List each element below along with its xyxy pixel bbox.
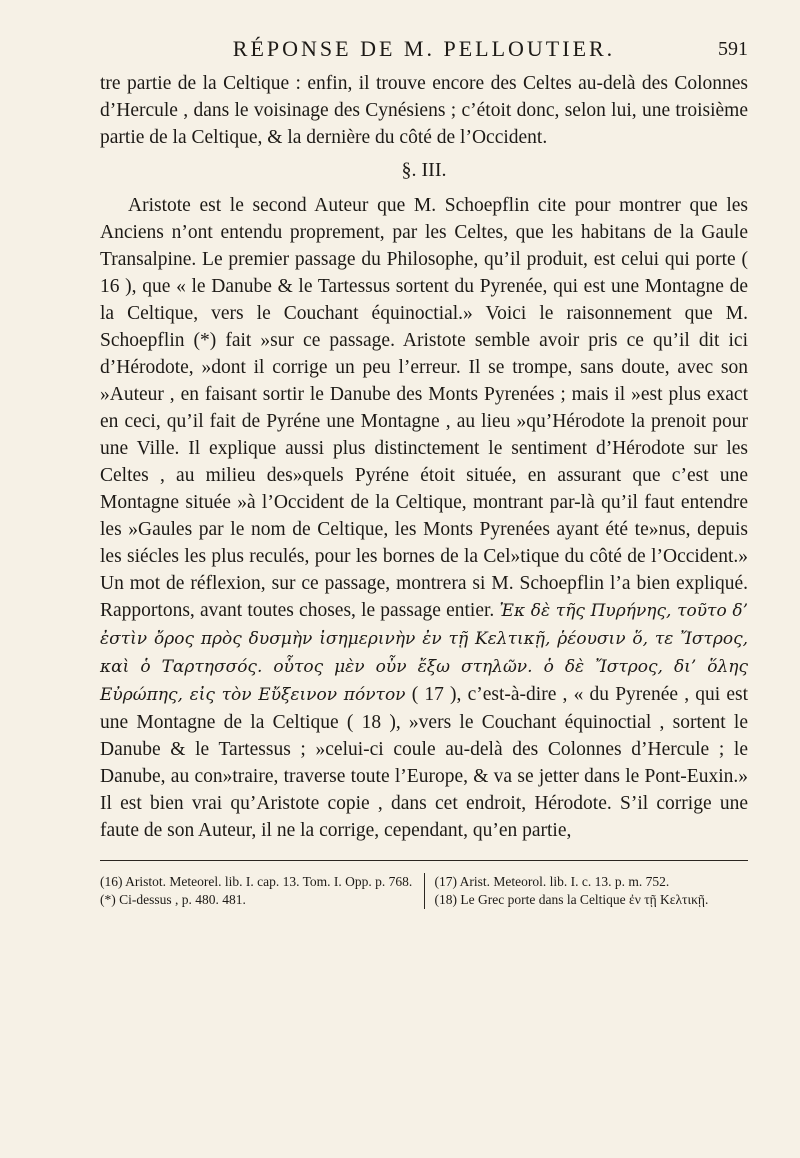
paragraph-1: tre partie de la Celtique : enfin, il trouve encore des Celtes au-delà des Colonnes d’Hercule , dans le voisinage des Cynésiens ; c’étoit donc, selon lui, une troisième partie de la Celtique, & la dernière du côté de l’Occident. <box>100 73 748 148</box>
paragraph-2-text-a: Aristote est le second Auteur que M. Schoepflin cite pour montrer que les Anciens n’ont entendu proprement, par les Celtes, que les habitans de la Gaule Transalpine. Le premier passage du Philosophe, qu’il produit, est celui qui porte ( 16 ), que « le Danube & le Tartessus sortent du Pyrenée, qui est une Montagne de la Celtique, vers le Couchant équinoctial.» Voici le raisonnement que M. Schoepflin (*) fait »sur ce passage. Aristote semble avoir pris ce qu’il dit ici d’Hérodote, »dont il corrige un peu l’erreur. Il se trompe, sans doute, avec son »Auteur , en faisant sortir le Danube des Monts Pyrenées ; mais il »est plus exact en ceci, qu’il fait de Pyréne une Montagne , au lieu »qu’Hérodote la prenoit pour une Ville. Il explique aussi plus distinctement le sentiment d’Hérodote sur les Celtes , au milieu des»quels Pyréne étoit située, en assurant que c’est une Montagne située »à l’Occident de la Celtique, montrant par-là qu’il faut entendre les »Gaules par le nom de Celtique, les Monts Pyrenées ayant été te»nus, depuis les siécles les plus reculés, pour les bornes de la Cel»tique du côté de l’Occident.» Un mot de réflexion, sur ce passage, montrera si M. Schoepflin l’a bien expliqué. Rapportons, avant toutes choses, le passage entier. <box>100 195 748 621</box>
greek-quotation: Ἐκ δὲ τῆς Πυρήνης, τοῦτο δ’ ἐστὶν ὄρος πρὸς δυσμὴν ἰσημερινὴν ἐν τῇ Κελτικῇ, ῥέουσιν ὅ, τε Ἴστρος, καὶ ὁ Ταρτησσός. οὗτος μὲν οὖν ἔξω στηλῶν. ὁ δὲ Ἴστρος, δι’ ὅλης Εὐρώπης, εἰς τὸν Εὔξεινον πόντον <box>100 601 748 705</box>
footnotes-left-column <box>100 873 424 909</box>
footnote-star: (*) Ci-dessus , p. 480. 481. <box>100 892 246 907</box>
footnotes <box>100 873 748 909</box>
footnotes-right-column <box>424 873 749 909</box>
paragraph-2-text-b: ( 17 ), c’est-à-dire , « du Pyrenée , qui est une Montagne de la Celtique ( 18 ), »vers le Couchant équinoctial , sortent le Danube & le Tartessus ; »celui-ci coule au-delà des Colonnes d’Hercule ; le Danube, au con»traire, traverse toute l’Europe, & va se jetter dans le Pont-Euxin.» Il est bien vrai qu’Aristote copie , dans cet endroit, Hérodote. S’il corrige une faute de son Auteur, il ne la corrige, cependant, qu’en partie, <box>100 684 748 841</box>
body-text <box>100 70 748 844</box>
book-page <box>100 30 748 909</box>
running-title: RÉPONSE DE M. PELLOUTIER. <box>232 36 616 61</box>
page-number: 591 <box>718 38 748 60</box>
footnote-rule <box>100 860 748 861</box>
footnote-17: (17) Arist. Meteorol. lib. I. c. 13. p. m. 752. <box>434 874 670 889</box>
paragraph-2 <box>100 192 748 844</box>
running-head <box>100 30 748 70</box>
footnote-18: (18) Le Grec porte dans la Celtique ἐν τῇ Κελτικῇ. <box>434 892 709 907</box>
section-heading: §. III. <box>401 159 447 181</box>
footnote-16: (16) Aristot. Meteorel. lib. I. cap. 13. Tom. I. Opp. p. 768. <box>100 874 413 889</box>
